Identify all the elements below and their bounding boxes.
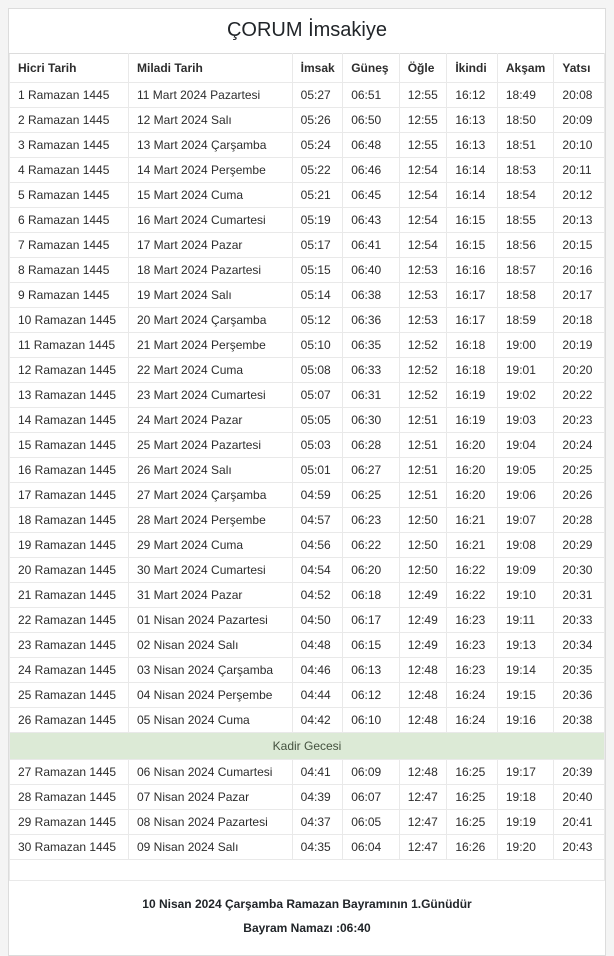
table-cell: 18:55 — [497, 208, 554, 233]
table-cell: 05:22 — [292, 158, 343, 183]
table-cell: 12:51 — [399, 458, 447, 483]
imsakiye-card — [8, 8, 606, 956]
table-cell: 04:56 — [292, 533, 343, 558]
table-cell: 19:15 — [497, 683, 554, 708]
table-cell: 06:45 — [343, 183, 400, 208]
table-cell: 16:15 — [447, 233, 498, 258]
kadir-gecesi-banner-row — [10, 733, 605, 760]
table-cell: 18:57 — [497, 258, 554, 283]
table-cell: 19:20 — [497, 835, 554, 860]
table-cell: 29 Ramazan 1445 — [10, 810, 129, 835]
table-cell: 12:51 — [399, 433, 447, 458]
table-cell: 16:18 — [447, 333, 498, 358]
table-cell: 20:12 — [554, 183, 605, 208]
table-cell: 12:54 — [399, 158, 447, 183]
table-cell: 16:14 — [447, 183, 498, 208]
kadir-gecesi-label: Kadir Gecesi — [10, 733, 605, 760]
table-cell: 20:22 — [554, 383, 605, 408]
table-cell: 16:13 — [447, 133, 498, 158]
table-cell: 19:01 — [497, 358, 554, 383]
page-title: ÇORUM İmsakiye — [226, 19, 387, 41]
table-cell: 20:15 — [554, 233, 605, 258]
table-cell: 01 Nisan 2024 Pazartesi — [129, 608, 293, 633]
table-row — [10, 483, 605, 508]
table-cell: 9 Ramazan 1445 — [10, 283, 129, 308]
table-cell: 06:31 — [343, 383, 400, 408]
column-header: İmsak — [292, 54, 343, 83]
table-cell: 16:12 — [447, 83, 498, 108]
column-header: İkindi — [447, 54, 498, 83]
table-cell: 18:49 — [497, 83, 554, 108]
table-cell: 20:38 — [554, 708, 605, 733]
table-cell: 14 Ramazan 1445 — [10, 408, 129, 433]
table-cell: 12:48 — [399, 658, 447, 683]
table-row — [10, 258, 605, 283]
table-cell: 20:18 — [554, 308, 605, 333]
table-cell: 18 Ramazan 1445 — [10, 508, 129, 533]
table-cell: 05:05 — [292, 408, 343, 433]
table-cell: 06:40 — [343, 258, 400, 283]
table-cell: 20:35 — [554, 658, 605, 683]
table-cell: 20:41 — [554, 810, 605, 835]
spacer-cell — [10, 860, 605, 881]
table-cell: 31 Mart 2024 Pazar — [129, 583, 293, 608]
table-cell: 20:33 — [554, 608, 605, 633]
table-cell: 06:10 — [343, 708, 400, 733]
table-cell: 12:47 — [399, 785, 447, 810]
table-cell: 16:25 — [447, 785, 498, 810]
table-cell: 16:18 — [447, 358, 498, 383]
table-row — [10, 83, 605, 108]
table-row — [10, 760, 605, 785]
table-cell: 06:41 — [343, 233, 400, 258]
table-cell: 24 Ramazan 1445 — [10, 658, 129, 683]
table-cell: 19:06 — [497, 483, 554, 508]
table-cell: 19:00 — [497, 333, 554, 358]
table-cell: 25 Ramazan 1445 — [10, 683, 129, 708]
table-cell: 18:59 — [497, 308, 554, 333]
table-cell: 17 Ramazan 1445 — [10, 483, 129, 508]
table-cell: 18:56 — [497, 233, 554, 258]
table-cell: 04:59 — [292, 483, 343, 508]
table-cell: 16:17 — [447, 308, 498, 333]
table-cell: 19:17 — [497, 760, 554, 785]
table-row — [10, 208, 605, 233]
table-row — [10, 433, 605, 458]
table-cell: 15 Mart 2024 Cuma — [129, 183, 293, 208]
table-cell: 16:17 — [447, 283, 498, 308]
table-cell: 26 Ramazan 1445 — [10, 708, 129, 733]
table-cell: 20:40 — [554, 785, 605, 810]
table-cell: 16:26 — [447, 835, 498, 860]
table-row — [10, 708, 605, 733]
table-row — [10, 308, 605, 333]
table-cell: 16:23 — [447, 658, 498, 683]
table-cell: 20:24 — [554, 433, 605, 458]
table-cell: 12:55 — [399, 133, 447, 158]
table-cell: 12:53 — [399, 283, 447, 308]
bayram-first-day-note: 10 Nisan 2024 Çarşamba Ramazan Bayramının 1.Günüdür — [142, 897, 472, 911]
table-cell: 11 Mart 2024 Pazartesi — [129, 83, 293, 108]
table-row — [10, 183, 605, 208]
table-cell: 12 Ramazan 1445 — [10, 358, 129, 383]
table-cell: 16:14 — [447, 158, 498, 183]
table-cell: 27 Ramazan 1445 — [10, 760, 129, 785]
table-cell: 05:03 — [292, 433, 343, 458]
table-cell: 26 Mart 2024 Salı — [129, 458, 293, 483]
table-cell: 19:04 — [497, 433, 554, 458]
table-cell: 13 Mart 2024 Çarşamba — [129, 133, 293, 158]
table-cell: 20:17 — [554, 283, 605, 308]
table-cell: 06:05 — [343, 810, 400, 835]
table-cell: 12:53 — [399, 258, 447, 283]
table-row — [10, 408, 605, 433]
table-cell: 16:23 — [447, 633, 498, 658]
table-cell: 16:21 — [447, 533, 498, 558]
table-cell: 12:54 — [399, 208, 447, 233]
bayram-namazi-time: Bayram Namazı :06:40 — [243, 921, 371, 935]
spacer-row — [10, 860, 605, 881]
table-cell: 19:11 — [497, 608, 554, 633]
table-cell: 12:47 — [399, 810, 447, 835]
table-cell: 12:55 — [399, 83, 447, 108]
table-cell: 19:08 — [497, 533, 554, 558]
table-cell: 20:20 — [554, 358, 605, 383]
column-header: Miladi Tarih — [129, 54, 293, 83]
table-cell: 04:44 — [292, 683, 343, 708]
table-cell: 06:50 — [343, 108, 400, 133]
table-row — [10, 633, 605, 658]
table-cell: 21 Mart 2024 Perşembe — [129, 333, 293, 358]
table-cell: 06:23 — [343, 508, 400, 533]
table-cell: 06:46 — [343, 158, 400, 183]
table-cell: 19:18 — [497, 785, 554, 810]
table-cell: 12:47 — [399, 835, 447, 860]
table-cell: 06:36 — [343, 308, 400, 333]
table-cell: 06:28 — [343, 433, 400, 458]
table-cell: 06:09 — [343, 760, 400, 785]
table-cell: 06:43 — [343, 208, 400, 233]
table-cell: 06:38 — [343, 283, 400, 308]
table-cell: 05:08 — [292, 358, 343, 383]
table-cell: 18:53 — [497, 158, 554, 183]
table-cell: 12:52 — [399, 383, 447, 408]
table-cell: 19:16 — [497, 708, 554, 733]
table-cell: 12:55 — [399, 108, 447, 133]
table-cell: 04:57 — [292, 508, 343, 533]
table-row — [10, 608, 605, 633]
table-cell: 12:51 — [399, 408, 447, 433]
table-cell: 05:07 — [292, 383, 343, 408]
table-cell: 5 Ramazan 1445 — [10, 183, 129, 208]
prayer-times-table — [9, 53, 605, 881]
table-cell: 20:39 — [554, 760, 605, 785]
table-row — [10, 133, 605, 158]
table-cell: 04:42 — [292, 708, 343, 733]
table-cell: 16:20 — [447, 483, 498, 508]
table-cell: 10 Ramazan 1445 — [10, 308, 129, 333]
table-cell: 06:35 — [343, 333, 400, 358]
table-cell: 16:19 — [447, 408, 498, 433]
table-cell: 19:19 — [497, 810, 554, 835]
table-cell: 12:49 — [399, 633, 447, 658]
table-row — [10, 583, 605, 608]
table-cell: 20:26 — [554, 483, 605, 508]
table-cell: 20:31 — [554, 583, 605, 608]
table-cell: 06:15 — [343, 633, 400, 658]
table-cell: 05 Nisan 2024 Cuma — [129, 708, 293, 733]
table-cell: 16:22 — [447, 583, 498, 608]
table-cell: 02 Nisan 2024 Salı — [129, 633, 293, 658]
table-cell: 06:13 — [343, 658, 400, 683]
table-cell: 16:22 — [447, 558, 498, 583]
table-cell: 18:58 — [497, 283, 554, 308]
table-cell: 04:48 — [292, 633, 343, 658]
table-row — [10, 233, 605, 258]
table-cell: 06:18 — [343, 583, 400, 608]
table-cell: 12:50 — [399, 533, 447, 558]
table-cell: 20:43 — [554, 835, 605, 860]
column-header: Öğle — [399, 54, 447, 83]
table-cell: 06 Nisan 2024 Cumartesi — [129, 760, 293, 785]
table-cell: 19:05 — [497, 458, 554, 483]
table-row — [10, 810, 605, 835]
table-cell: 16:20 — [447, 433, 498, 458]
table-cell: 16:15 — [447, 208, 498, 233]
table-cell: 20:28 — [554, 508, 605, 533]
table-cell: 18:51 — [497, 133, 554, 158]
table-cell: 12:48 — [399, 683, 447, 708]
table-cell: 16 Mart 2024 Cumartesi — [129, 208, 293, 233]
table-cell: 20:10 — [554, 133, 605, 158]
table-cell: 20:13 — [554, 208, 605, 233]
table-row — [10, 283, 605, 308]
table-cell: 04:41 — [292, 760, 343, 785]
table-cell: 05:26 — [292, 108, 343, 133]
table-cell: 16:21 — [447, 508, 498, 533]
table-cell: 20:11 — [554, 158, 605, 183]
column-header: Hicri Tarih — [10, 54, 129, 83]
table-cell: 4 Ramazan 1445 — [10, 158, 129, 183]
table-cell: 18 Mart 2024 Pazartesi — [129, 258, 293, 283]
table-cell: 05:19 — [292, 208, 343, 233]
table-cell: 14 Mart 2024 Perşembe — [129, 158, 293, 183]
table-cell: 12:48 — [399, 708, 447, 733]
footer-notes — [9, 881, 605, 955]
table-row — [10, 658, 605, 683]
table-cell: 06:12 — [343, 683, 400, 708]
table-cell: 05:24 — [292, 133, 343, 158]
table-cell: 05:01 — [292, 458, 343, 483]
table-row — [10, 533, 605, 558]
table-cell: 6 Ramazan 1445 — [10, 208, 129, 233]
table-cell: 04 Nisan 2024 Perşembe — [129, 683, 293, 708]
table-cell: 16:25 — [447, 760, 498, 785]
table-cell: 04:35 — [292, 835, 343, 860]
table-cell: 19:13 — [497, 633, 554, 658]
table-row — [10, 835, 605, 860]
table-cell: 20 Mart 2024 Çarşamba — [129, 308, 293, 333]
table-cell: 18:50 — [497, 108, 554, 133]
table-cell: 06:17 — [343, 608, 400, 633]
table-cell: 06:48 — [343, 133, 400, 158]
table-cell: 3 Ramazan 1445 — [10, 133, 129, 158]
table-cell: 22 Mart 2024 Cuma — [129, 358, 293, 383]
table-cell: 17 Mart 2024 Pazar — [129, 233, 293, 258]
table-cell: 16:20 — [447, 458, 498, 483]
table-cell: 19:09 — [497, 558, 554, 583]
table-cell: 04:54 — [292, 558, 343, 583]
table-row — [10, 108, 605, 133]
table-cell: 16:19 — [447, 383, 498, 408]
table-cell: 21 Ramazan 1445 — [10, 583, 129, 608]
table-cell: 06:30 — [343, 408, 400, 433]
table-cell: 05:17 — [292, 233, 343, 258]
table-cell: 19 Ramazan 1445 — [10, 533, 129, 558]
table-cell: 11 Ramazan 1445 — [10, 333, 129, 358]
table-row — [10, 785, 605, 810]
table-cell: 24 Mart 2024 Pazar — [129, 408, 293, 433]
table-cell: 2 Ramazan 1445 — [10, 108, 129, 133]
table-row — [10, 383, 605, 408]
table-cell: 04:37 — [292, 810, 343, 835]
table-cell: 20 Ramazan 1445 — [10, 558, 129, 583]
table-cell: 22 Ramazan 1445 — [10, 608, 129, 633]
table-cell: 09 Nisan 2024 Salı — [129, 835, 293, 860]
table-cell: 04:39 — [292, 785, 343, 810]
table-cell: 23 Ramazan 1445 — [10, 633, 129, 658]
table-cell: 12:52 — [399, 333, 447, 358]
table-cell: 16 Ramazan 1445 — [10, 458, 129, 483]
table-cell: 16:23 — [447, 608, 498, 633]
table-cell: 16:16 — [447, 258, 498, 283]
table-cell: 18:54 — [497, 183, 554, 208]
table-cell: 06:33 — [343, 358, 400, 383]
table-cell: 12:54 — [399, 233, 447, 258]
table-cell: 13 Ramazan 1445 — [10, 383, 129, 408]
table-cell: 12 Mart 2024 Salı — [129, 108, 293, 133]
table-cell: 20:19 — [554, 333, 605, 358]
table-row — [10, 333, 605, 358]
table-cell: 04:46 — [292, 658, 343, 683]
table-cell: 20:36 — [554, 683, 605, 708]
table-cell: 1 Ramazan 1445 — [10, 83, 129, 108]
column-header: Yatsı — [554, 54, 605, 83]
table-cell: 12:50 — [399, 508, 447, 533]
table-cell: 20:16 — [554, 258, 605, 283]
table-cell: 16:13 — [447, 108, 498, 133]
table-cell: 06:20 — [343, 558, 400, 583]
table-cell: 16:25 — [447, 810, 498, 835]
table-cell: 20:25 — [554, 458, 605, 483]
table-cell: 19:10 — [497, 583, 554, 608]
table-cell: 05:15 — [292, 258, 343, 283]
table-cell: 04:52 — [292, 583, 343, 608]
table-cell: 12:54 — [399, 183, 447, 208]
table-cell: 30 Ramazan 1445 — [10, 835, 129, 860]
table-cell: 25 Mart 2024 Pazartesi — [129, 433, 293, 458]
table-cell: 20:30 — [554, 558, 605, 583]
table-cell: 12:50 — [399, 558, 447, 583]
table-cell: 03 Nisan 2024 Çarşamba — [129, 658, 293, 683]
table-cell: 7 Ramazan 1445 — [10, 233, 129, 258]
table-cell: 06:07 — [343, 785, 400, 810]
column-header: Akşam — [497, 54, 554, 83]
table-cell: 05:12 — [292, 308, 343, 333]
table-cell: 16:24 — [447, 683, 498, 708]
table-cell: 20:34 — [554, 633, 605, 658]
table-cell: 12:51 — [399, 483, 447, 508]
table-cell: 19 Mart 2024 Salı — [129, 283, 293, 308]
table-cell: 8 Ramazan 1445 — [10, 258, 129, 283]
table-cell: 19:07 — [497, 508, 554, 533]
table-cell: 28 Ramazan 1445 — [10, 785, 129, 810]
table-cell: 04:50 — [292, 608, 343, 633]
table-cell: 23 Mart 2024 Cumartesi — [129, 383, 293, 408]
table-body — [10, 83, 605, 881]
table-cell: 19:02 — [497, 383, 554, 408]
table-cell: 06:22 — [343, 533, 400, 558]
table-cell: 05:14 — [292, 283, 343, 308]
table-cell: 19:03 — [497, 408, 554, 433]
table-cell: 16:24 — [447, 708, 498, 733]
table-row — [10, 458, 605, 483]
table-cell: 29 Mart 2024 Cuma — [129, 533, 293, 558]
table-cell: 12:49 — [399, 583, 447, 608]
table-cell: 05:10 — [292, 333, 343, 358]
table-cell: 20:23 — [554, 408, 605, 433]
table-row — [10, 158, 605, 183]
table-cell: 12:52 — [399, 358, 447, 383]
table-cell: 08 Nisan 2024 Pazartesi — [129, 810, 293, 835]
table-cell: 20:08 — [554, 83, 605, 108]
table-cell: 28 Mart 2024 Perşembe — [129, 508, 293, 533]
table-cell: 12:53 — [399, 308, 447, 333]
table-row — [10, 508, 605, 533]
table-cell: 06:04 — [343, 835, 400, 860]
table-cell: 30 Mart 2024 Cumartesi — [129, 558, 293, 583]
table-row — [10, 683, 605, 708]
table-row — [10, 358, 605, 383]
table-cell: 07 Nisan 2024 Pazar — [129, 785, 293, 810]
table-cell: 06:25 — [343, 483, 400, 508]
table-cell: 05:27 — [292, 83, 343, 108]
table-header-row — [10, 54, 605, 83]
table-cell: 05:21 — [292, 183, 343, 208]
table-cell: 15 Ramazan 1445 — [10, 433, 129, 458]
column-header: Güneş — [343, 54, 400, 83]
table-cell: 06:51 — [343, 83, 400, 108]
table-cell: 20:29 — [554, 533, 605, 558]
table-row — [10, 558, 605, 583]
table-cell: 20:09 — [554, 108, 605, 133]
table-cell: 12:49 — [399, 608, 447, 633]
table-cell: 27 Mart 2024 Çarşamba — [129, 483, 293, 508]
table-cell: 19:14 — [497, 658, 554, 683]
table-cell: 12:48 — [399, 760, 447, 785]
table-cell: 06:27 — [343, 458, 400, 483]
